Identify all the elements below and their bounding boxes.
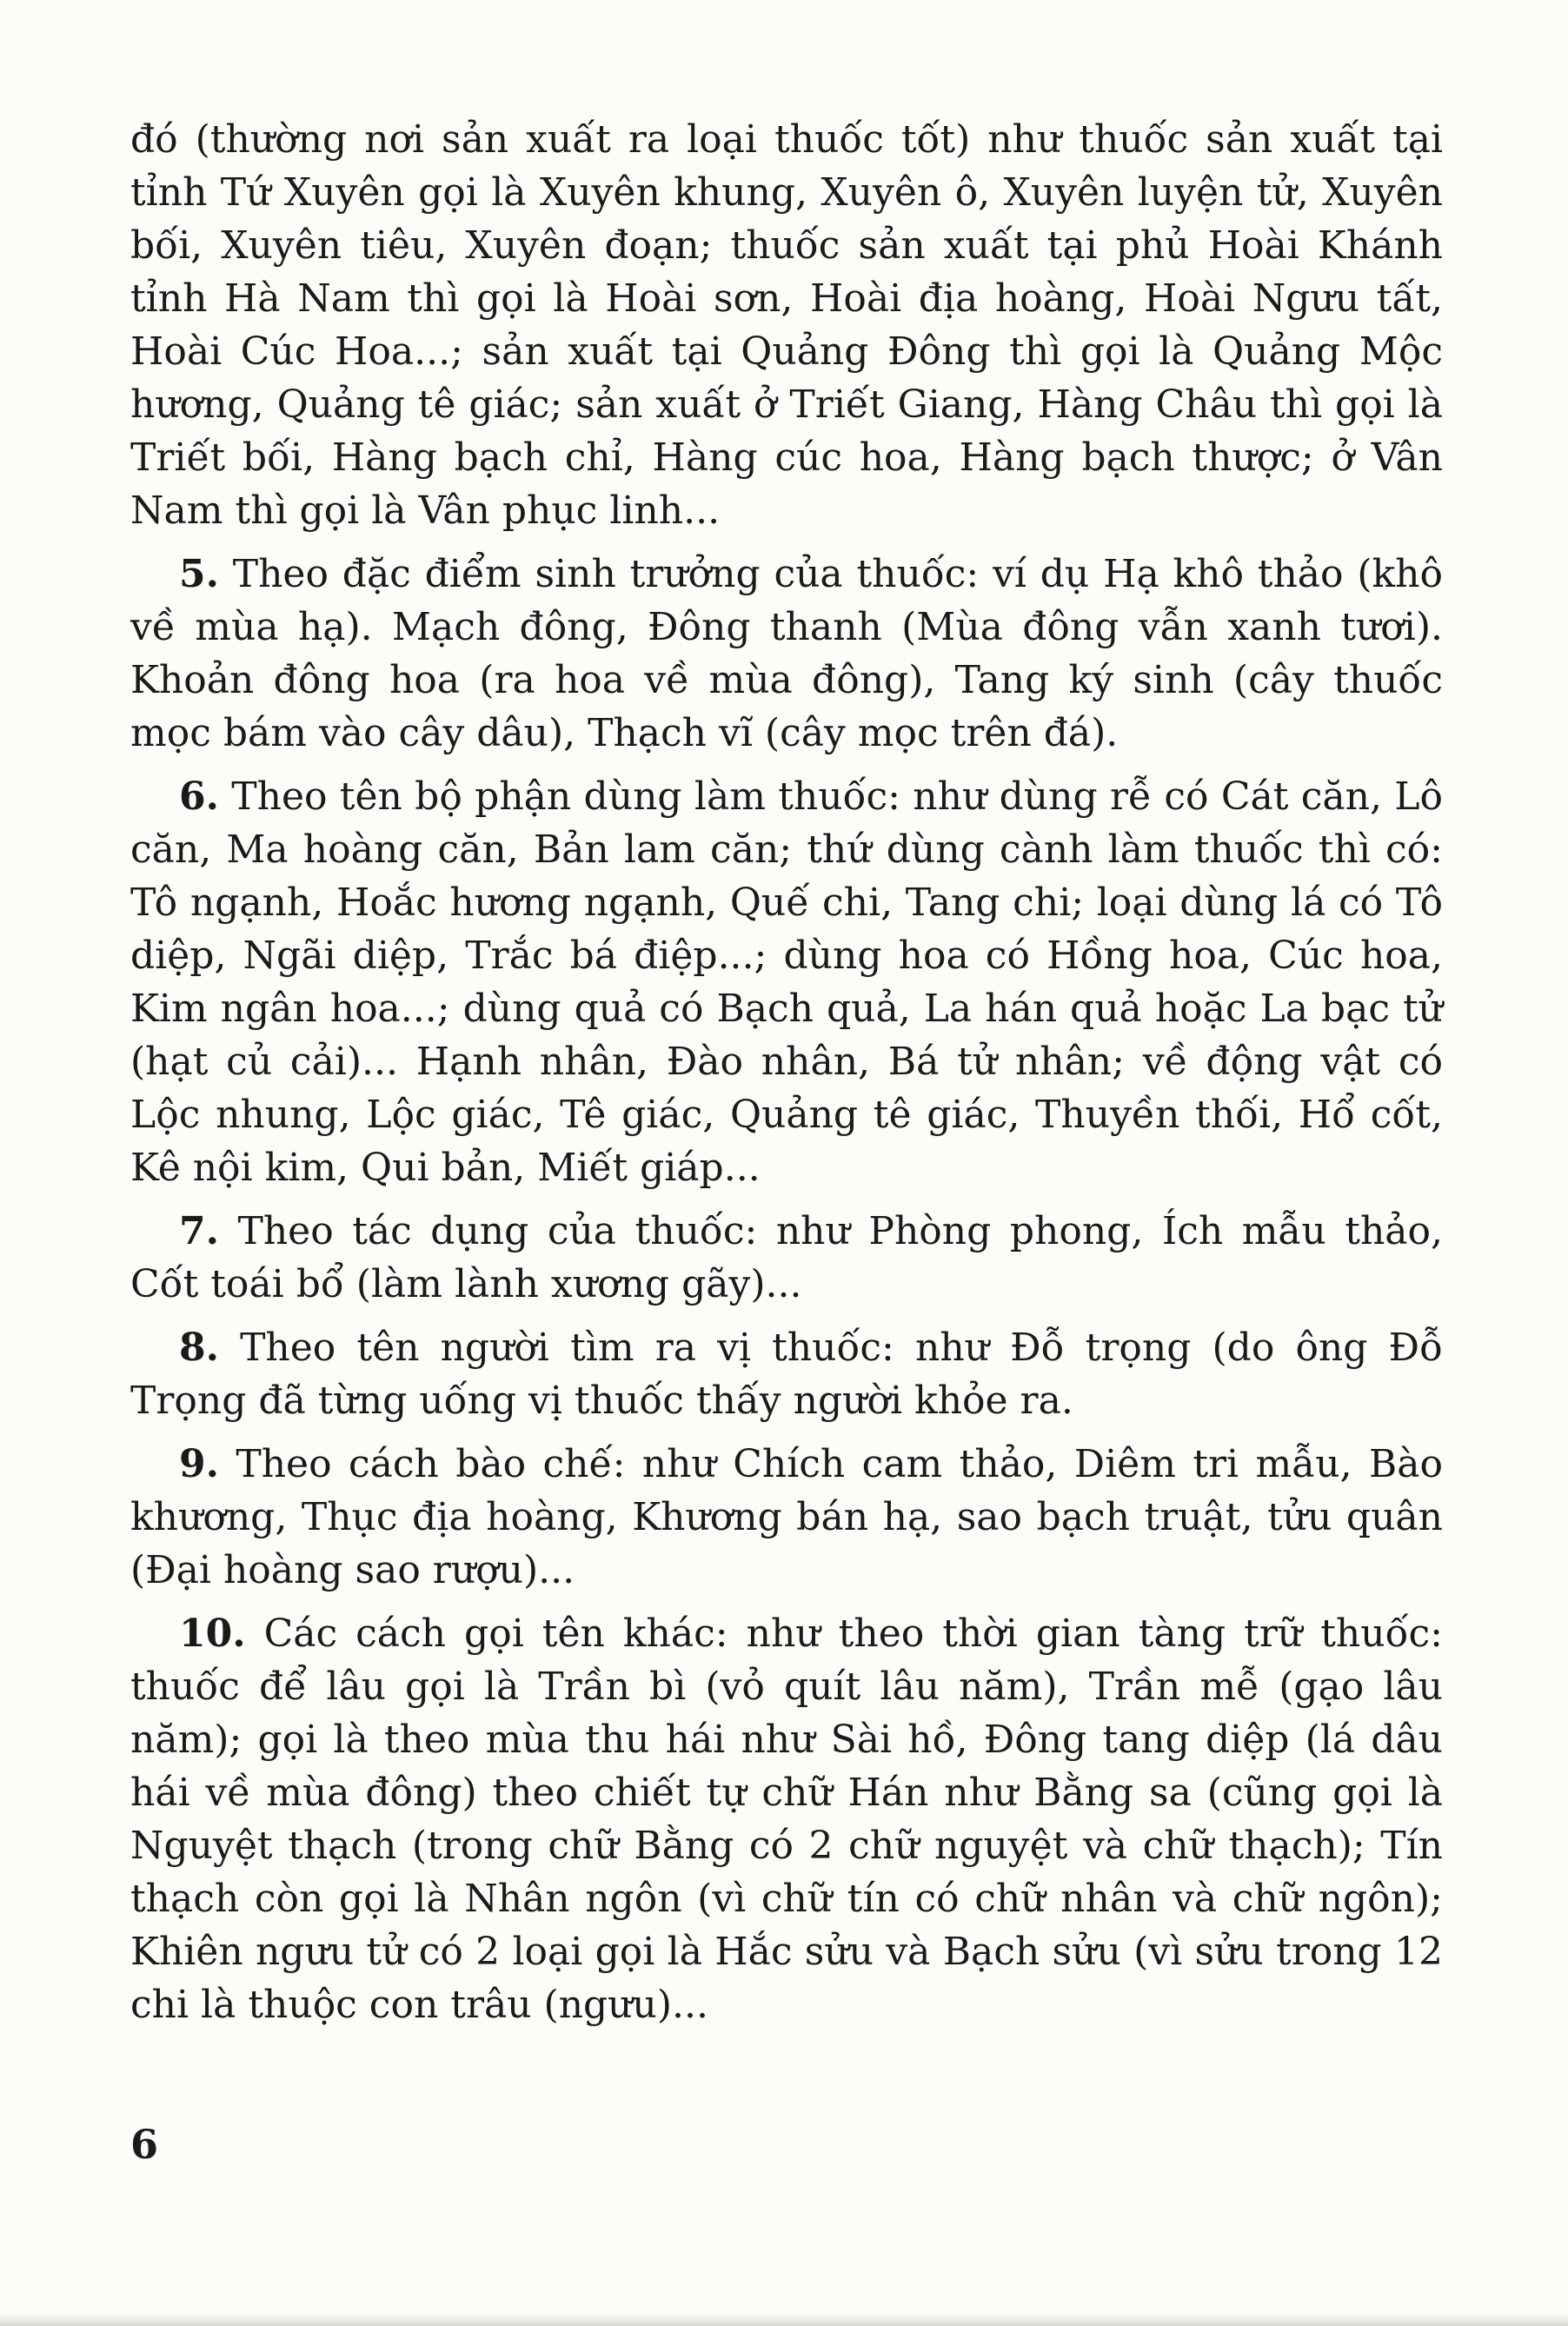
- paragraph-item-8: [130, 1321, 1443, 1427]
- paragraph-text: Theo cách bào chế: như Chích cam thảo, Diêm tri mẫu, Bào khương, Thục địa hoàng, Khương bán hạ, sao bạch truật, tửu quân (Đại hoàng sao rượu)...: [130, 1442, 1443, 1592]
- page-body: [130, 113, 1443, 2042]
- item-number: 7.: [179, 1209, 219, 1253]
- paragraph-item-7: [130, 1205, 1443, 1311]
- paragraph-item-10: [130, 1607, 1443, 2031]
- item-number: 8.: [179, 1326, 219, 1370]
- paragraph-text: Theo tên người tìm ra vị thuốc: như Đỗ trọng (do ông Đỗ Trọng đã từng uống vị thuốc thấy người khỏe ra.: [130, 1326, 1443, 1423]
- paragraph-text: Theo đặc điểm sinh trưởng của thuốc: ví dụ Hạ khô thảo (khô về mùa hạ). Mạch đông, Đông thanh (Mùa đông vẫn xanh tươi). Khoản đông hoa (ra hoa về mùa đông), Tang ký sinh (cây thuốc mọc bám vào cây dâu), Thạch vĩ (cây mọc trên đá).: [130, 552, 1443, 755]
- item-number: 6.: [179, 774, 219, 819]
- page-bottom-edge: [0, 2314, 1568, 2326]
- item-number: 5.: [179, 552, 219, 596]
- paragraph-text: Các cách gọi tên khác: như theo thời gian tàng trữ thuốc: thuốc để lâu gọi là Trần bì (vỏ quít lâu năm), Trần mễ (gạo lâu năm); gọi là theo mùa thu hái như Sài hồ, Đông tang diệp (lá dâu hái về mùa đông) theo chiết tự chữ Hán như Bằng sa (cũng gọi là Nguyệt thạch (trong chữ Bằng có 2 chữ nguyệt và chữ thạch); Tín thạch còn gọi là Nhân ngôn (vì chữ tín có chữ nhân và chữ ngôn); Khiên ngưu tử có 2 loại gọi là Hắc sửu và Bạch sửu (vì sửu trong 12 chi là thuộc con trâu (ngưu)...: [130, 1612, 1443, 2027]
- item-number: 9.: [179, 1442, 219, 1486]
- paragraph-item-5: [130, 548, 1443, 760]
- paragraph-item-6: [130, 770, 1443, 1194]
- page-number: 6: [130, 2121, 159, 2168]
- item-number: 10.: [179, 1612, 246, 1656]
- paragraph-item-9: [130, 1438, 1443, 1597]
- paragraph-text: đó (thường nơi sản xuất ra loại thuốc tốt) như thuốc sản xuất tại tỉnh Tứ Xuyên gọi là Xuyên khung, Xuyên ô, Xuyên luyện tử, Xuyên bối, Xuyên tiêu, Xuyên đoạn; thuốc sản xuất tại phủ Hoài Khánh tỉnh Hà Nam thì gọi là Hoài sơn, Hoài địa hoàng, Hoài Ngưu tất, Hoài Cúc Hoa...; sản xuất tại Quảng Đông thì gọi là Quảng Mộc hương, Quảng tê giác; sản xuất ở Triết Giang, Hàng Châu thì gọi là Triết bối, Hàng bạch chỉ, Hàng cúc hoa, Hàng bạch thược; ở Vân Nam thì gọi là Vân phục linh...: [130, 117, 1443, 533]
- paragraph-text: Theo tên bộ phận dùng làm thuốc: như dùng rễ có Cát căn, Lô căn, Ma hoàng căn, Bản lam căn; thứ dùng cành làm thuốc thì có: Tô ngạnh, Hoắc hương ngạnh, Quế chi, Tang chi; loại dùng lá có Tô diệp, Ngãi diệp, Trắc bá điệp...; dùng hoa có Hồng hoa, Cúc hoa, Kim ngân hoa...; dùng quả có Bạch quả, La hán quả hoặc La bạc tử (hạt củ cải)... Hạnh nhân, Đào nhân, Bá tử nhân; về động vật có Lộc nhung, Lộc giác, Tê giác, Quảng tê giác, Thuyền thối, Hổ cốt, Kê nội kim, Qui bản, Miết giáp...: [130, 774, 1443, 1190]
- paragraph-continuation: [130, 113, 1443, 537]
- paragraph-text: Theo tác dụng của thuốc: như Phòng phong, Ích mẫu thảo, Cốt toái bổ (làm lành xương gãy)...: [130, 1209, 1443, 1306]
